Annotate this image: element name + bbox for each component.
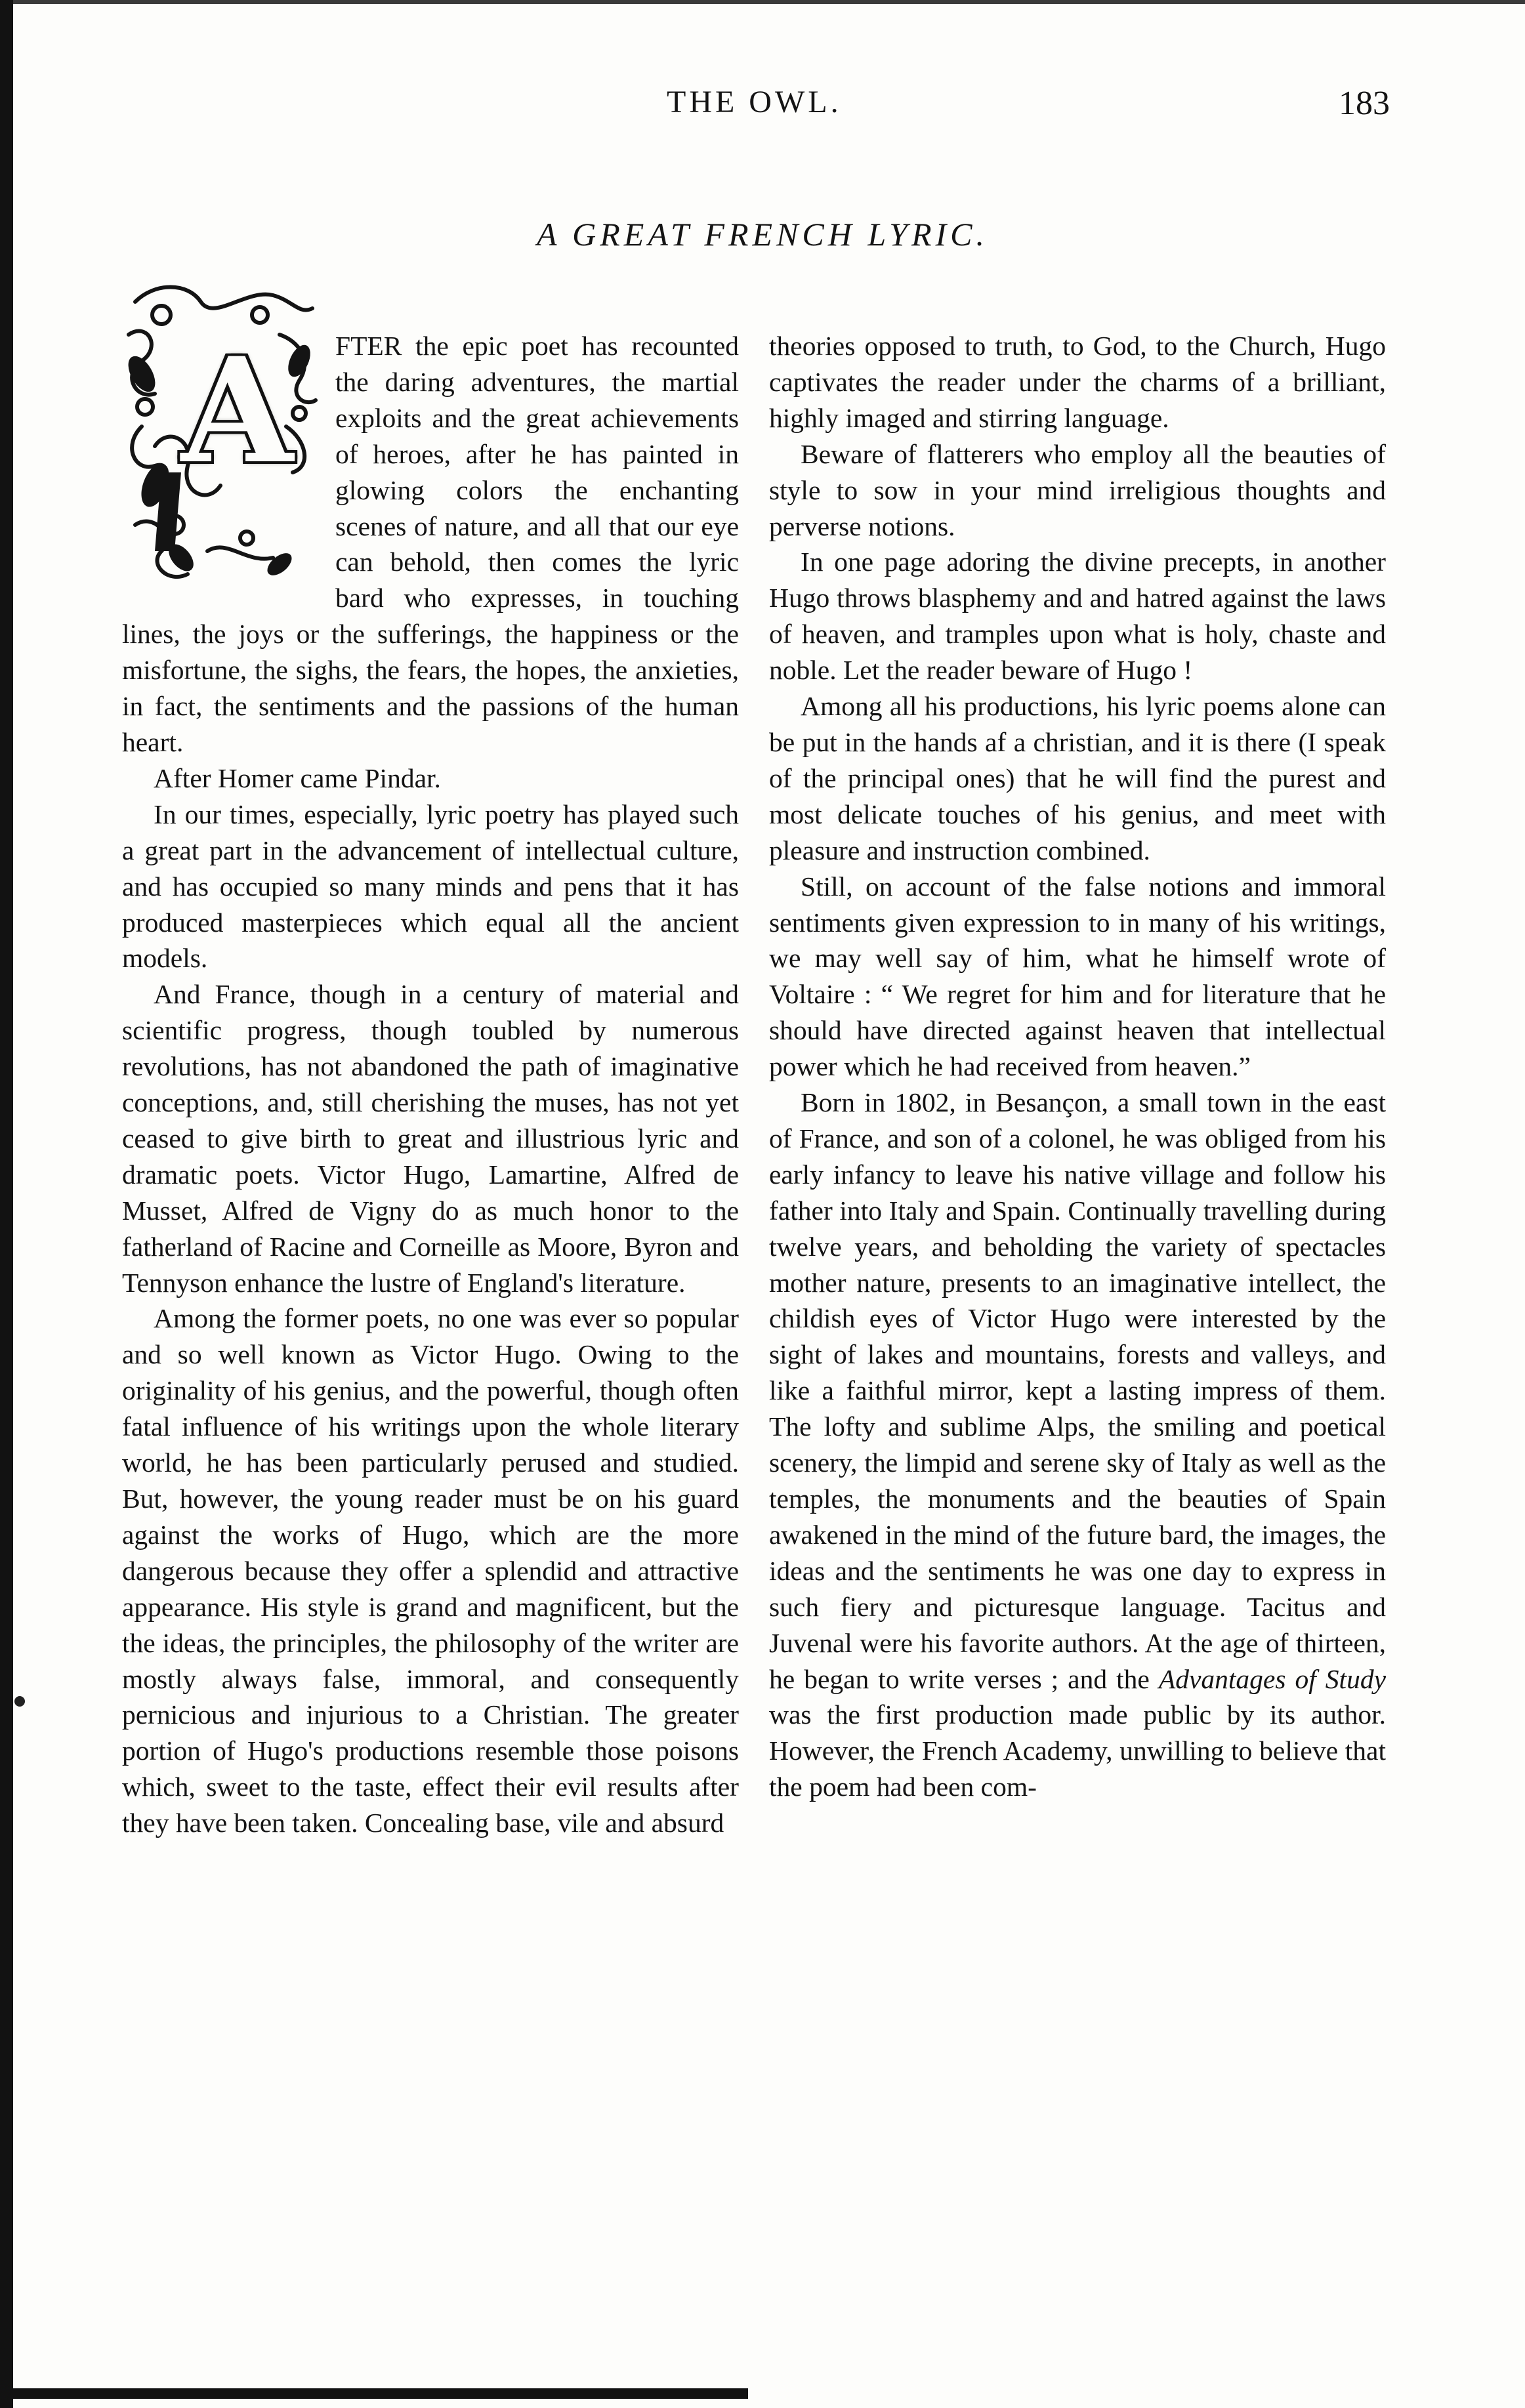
left-column [122,325,739,1841]
paragraph: Among the former poets, no one was ever so popular and so well known as Victor Hugo. Owing to the originality of his genius, and the powerful, though often fatal influence of his writings upon the whole literary world, he has been particularly perused and studied. But, however, the young reader must be on his guard against the works of Hugo, which are the more dangerous because they offer a splendid and attractive appearance. His style is grand and magnificent, but the the ideas, the principles, the philosophy of the writer are mostly always false, immoral, and consequently pernicious and injurious to a Christian. The greater portion of Hugo's productions resemble those poisons which, sweet to the taste, effect their evil results after they have been taken. Concealing base, vile and absurd [122,1303,739,1838]
paragraph: After Homer came Pindar. [154,762,441,793]
running-head [0,84,1525,136]
paragraph: theories opposed to truth, to God, to the Church, Hugo captivates the reader under the charms of a brilliant, highly imaged and stirring language. [769,331,1386,433]
paragraph: In our times, especially, lyric poetry has played such a great part in the advancement of intellectual culture, and has occupied so many minds and pens that it has produced masterpieces which equal all the ancient models. [122,799,739,974]
paragraph-text: Born in 1802, in Besançon, a small town in the east of France, and son of a colonel, he was obliged from his early infancy to leave his native village and follow his father into Italy and Spain. Continually travelling during twelve years, and beholding the variety of spectacles mother nature, presents to an imaginative intellect, the childish eyes of Victor Hugo were interested by the sight of lakes and mountains, forests and valleys, and like a faithful mirror, kept a lasting impress of them. The lofty and sublime Alps, the smiling and poetical scenery, the limpid and serene sky of Italy as well as the temples, the monuments and the beauties of Spain awakened in the mind of the future bard, the images, the ideas and the sentiments he was one day to express in such fiery and picturesque language. Tacitus and Juvenal were his favorite authors. At the age of thirteen, he began to write verses ; and the [769,1087,1386,1694]
journal-title: THE OWL. [667,85,842,119]
page-number: 183 [1339,85,1390,122]
bottom-border-bar [13,2388,748,2399]
right-column [769,328,1386,1805]
paragraph: And France, though in a century of material and scientific progress, though toubled by numerous revolutions, has not abandoned the path of imaginative conceptions, and, still cherishing the muses, has not yet ceased to give birth to great and illustrious lyric and dramatic poets. Victor Hugo, Lamartine, Alfred de Musset, Alfred de Vigny do as much honor to the fatherland of Racine and Corneille as Moore, Byron and Tennyson enhance the lustre of England's literature. [122,979,739,1298]
drop-cap-letter: A [181,325,293,495]
paragraph-text-tail: was the first production made public by its author. However, the French Academy, unwilling to believe that the poem had been com- [769,1699,1386,1802]
top-border-line [13,0,1525,4]
paragraph: Beware of flatterers who employ all the beauties of style to sow in your mind irreligious thoughts and perverse notions. [769,438,1386,541]
paragraph: FTER the epic poet has recounted the daring adventures, the martial exploits and the great achievements of heroes, after he has painted in glowing colors the enchanting scenes of nature, and all that our eye can behold, then comes the lyric bard who expresses, in touching lines, the joys or the sufferings, the happiness or the misfortune, the sighs, the fears, the hopes, the anxieties, in fact, the sentiments and the passions of the human heart. [122,331,739,757]
margin-mark [14,1696,25,1707]
ornamental-drop-cap [115,276,322,591]
page-spine-shadow [0,0,13,2408]
paragraph: In one page adoring the divine precepts, in another Hugo throws blasphemy and and hatred against the laws of heaven, and tramples upon what is holy, chaste and noble. Let the reader beware of Hugo ! [769,547,1386,686]
poem-title: Advantages of Study [1158,1663,1387,1694]
paragraph-final [769,1085,1386,1805]
paragraph: Still, on account of the false notions and immoral sentiments given expression to in many of his writings, we may well say of him, what he himself wrote of Voltaire : “ We regret for him and for literature that he should have directed against heaven that intellectual power which he had received from heaven.” [769,871,1386,1082]
article-title: A GREAT FRENCH LYRIC. [536,216,988,253]
paragraph: Among all his productions, his lyric poems alone can be put in the hands af a christian, and it is there (I speak of the principal ones) that he will find the purest and most delicate touches of his genius, and meet with pleasure and instruction combined. [769,691,1386,865]
